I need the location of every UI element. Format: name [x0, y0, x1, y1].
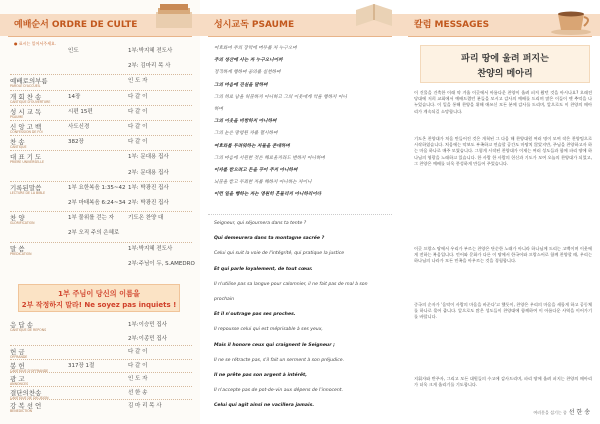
- coffee-cup-icon: [546, 2, 596, 36]
- psalm-line-korean: 그의 마음에 서원한 것은 해로울지라도 변하지 아니하며: [214, 155, 325, 161]
- notice-line-1: 1부 주님이 당신의 이름을: [58, 289, 140, 298]
- psalm-line-korean: 그의 이웃을 비방하지 아니하며: [214, 119, 277, 125]
- order-label: 개 회 찬 송: [10, 92, 42, 101]
- order-leader: 1부:박지혜 전도사: [128, 245, 173, 252]
- order-leader: 1부: 박광진 집사: [128, 184, 169, 191]
- order-detail: 2부 마태복음 6:24~34: [68, 200, 126, 206]
- row-divider: [10, 386, 192, 387]
- message-title-header: 칼럼 MESSAGES: [414, 20, 490, 30]
- order-leader: 다 같 이: [128, 93, 148, 100]
- order-label-fr: CONFESSION DE FOI: [10, 130, 43, 134]
- order-title: 예배순서 ORDRE DE CULTE: [14, 20, 138, 30]
- psalm-line-french: Mais il honore ceux qui craignent le Seigneur ;: [214, 342, 335, 348]
- order-detail: 317장 1절: [68, 362, 95, 369]
- order-detail: 1부 물위를 걷는 자: [68, 215, 114, 222]
- order-leader: 기도온 찬양 대: [128, 215, 164, 222]
- order-leader: 김 마 리 목 사: [128, 403, 162, 409]
- book-icon: [352, 2, 396, 32]
- order-detail: 14장: [68, 93, 81, 100]
- order-leader: 다 같 이: [128, 124, 148, 130]
- psalm-line-french: Il repousse celui qui est méprisable à ses yeux,: [214, 327, 323, 333]
- order-label: 찬 양: [10, 214, 25, 223]
- order-row: [10, 259, 194, 274]
- order-leader: 선 한 송: [128, 389, 148, 396]
- stand-up-note: ● 표시는 일어서주세요.: [14, 41, 57, 46]
- order-leader: 다 같 이: [128, 362, 148, 369]
- order-label: 응 답 송: [10, 321, 33, 329]
- row-divider: [10, 120, 192, 121]
- order-detail: 1부 요한복음 1:35~42: [68, 184, 126, 191]
- psalm-line-french: Seigneur, qui séjournera dans ta tente ?: [214, 221, 307, 226]
- row-divider: [10, 242, 192, 243]
- message-paragraph: 지휘자와 반주자, 그리고 모든 대원들의 수고에 감사드리며, 파리 땅에 울려 퍼지는 찬양의 메아리가 더욱 크게 울리기를 기도합니다.: [414, 376, 592, 388]
- psalm-line-french: Il ne prête pas son argent à intérêt,: [214, 373, 307, 378]
- order-leader: 2부:주님이 두, S.AMEDRO: [128, 260, 195, 267]
- message-paragraph: 이곳 프랑스 땅에서 우리가 부르는 찬양은 단순한 노래가 아니라 하나님께 드리는 고백이며 이웃에게 전하는 복음입니다. 언어와 문화가 다른 이 땅에서 한국어와 프랑스어로 함께 찬양할 때, 우리는 하나님의 나라가 모든 민족을 아우르는 것을 경험합니다.: [414, 246, 592, 264]
- order-row: [10, 213, 194, 228]
- psalm-line-french: Et il n'outrage pas ses proches.: [214, 312, 296, 318]
- order-label: 말 씀: [10, 244, 25, 253]
- psalm-line-french: Celui qui agit ainsi ne vacillera jamais.: [214, 403, 315, 409]
- row-divider: [10, 345, 192, 346]
- order-detail: 382장: [68, 139, 84, 146]
- order-detail: 시편 15편: [68, 108, 93, 115]
- row-divider: [10, 399, 192, 400]
- psalm-line-korean: 뇌물을 받고 무죄한 자를 해하지 아니하는 자이니: [214, 180, 312, 186]
- psalm-line-french: Qui demeurera dans ta montagne sacrée ?: [214, 236, 325, 242]
- order-label-fr: GLORIFICATION: [10, 221, 35, 226]
- order-label: 예배로의부름: [10, 77, 48, 86]
- psalm-title: 성시교독 PSAUME: [214, 20, 295, 30]
- header-divider: [8, 36, 192, 37]
- order-label: 찬 송: [10, 138, 25, 147]
- order-label: 신 앙 고 백: [10, 123, 42, 131]
- psalm-line-korean: 하며: [214, 107, 223, 112]
- order-header: [0, 0, 200, 40]
- psalm-header: [200, 0, 400, 40]
- order-row: [10, 183, 194, 198]
- message-title-box: [420, 45, 590, 83]
- psalm-line-korean: 정직하게 행하며 공의를 실천하며: [214, 70, 281, 76]
- row-divider: [10, 135, 192, 136]
- order-row: [10, 244, 194, 259]
- order-label-fr: CANTIQUE D'OFFRANDE: [10, 368, 49, 373]
- message-title-line-2: 찬양의 메아리: [477, 69, 533, 79]
- order-label: 헌 금: [10, 348, 25, 356]
- order-leader: 인 도 자: [128, 78, 148, 85]
- order-label-fr: LECTURE DE LA BIBLE: [10, 190, 46, 195]
- psalm-line-korean: 그의 눈은 망령된 자를 멸시하며: [214, 131, 278, 137]
- message-header: [400, 0, 600, 40]
- order-label-fr: CANTIQUE DE DECISION: [10, 395, 49, 400]
- order-leader: 2부: 김마리 목 사: [128, 63, 171, 70]
- order-leader: 1부:박지혜 전도사: [128, 48, 173, 54]
- row-divider: [10, 90, 192, 91]
- order-detail: 2부 오직 주의 은혜로: [68, 230, 120, 237]
- order-label-fr: CANTIQUE D'OUVERTURE: [10, 99, 51, 104]
- order-label: 성 시 교 독: [10, 107, 42, 116]
- signature: [533, 407, 590, 416]
- psalm-line-french: Celui qui suit la voie de l'intégrité, qui pratique la justice: [214, 251, 345, 257]
- order-row: [10, 152, 194, 167]
- order-label: 봉 헌: [10, 361, 25, 370]
- order-leader: 2부: 문대용 집사: [128, 169, 169, 176]
- row-divider: [10, 150, 192, 151]
- order-label-fr: CANTIQUE DE REPONS: [10, 328, 47, 332]
- message-paragraph: 중국의 순자가 '음악이 사람의 마음을 바꾼다'고 했듯이, 찬양은 우리의 마음을 새롭게 하고 공동체를 하나로 묶어 줍니다. 앞으로도 많은 성도들이 찬양대에 함께하여 이 아름다운 사역을 이어가기를 바랍니다.: [414, 302, 592, 320]
- order-leader: 다 같 이: [128, 139, 148, 146]
- row-divider: [10, 181, 192, 182]
- order-label-fr: BENEDICTION: [10, 409, 32, 413]
- order-label-fr: PSAUME: [10, 114, 24, 119]
- order-of-service-column: [0, 0, 200, 424]
- psalm-line-korean: 주의 성산에 사는 자 누구오니이까: [214, 58, 283, 64]
- psalm-line-french: Il n'utilise pas sa langue pour calomnier, il ne fait pas de mal à son: [214, 281, 368, 287]
- psalm-column: [200, 0, 400, 424]
- notice-line-2: 2부 작정하지 말라! Ne soyez pas inquiets !: [21, 301, 177, 309]
- order-detail: 인도: [68, 48, 79, 54]
- message-title-line-1: 파리 땅에 울려 퍼지는: [461, 54, 549, 64]
- psalm-line-korean: 이런 일을 행하는 자는 영원히 흔들리지 아니하리이다: [214, 192, 322, 198]
- psalm-line-french: Et qui parle loyalement, de tout cœur.: [214, 266, 313, 272]
- order-leader: 인 도 자: [128, 376, 148, 382]
- row-divider: [10, 211, 192, 212]
- order-label: 결단의찬송: [10, 388, 42, 397]
- order-leader: 1부: 문대용 집사: [128, 154, 169, 161]
- psalm-line-korean: 그의 혀로 남을 허물하지 아니하고 그의 이웃에게 악을 행하지 아니: [214, 94, 347, 100]
- order-leader: 1부:이승민 집사: [128, 322, 167, 328]
- header-divider: [208, 36, 392, 37]
- book-icon: [152, 2, 196, 32]
- signature-caption: 여러분을 섬기는 종: [533, 410, 567, 415]
- psalm-line-french: Il ne se rétracte pas, s'il fait un serment à son préjudice.: [214, 357, 345, 363]
- order-leader: 2부: 박광진 집사: [128, 200, 169, 206]
- order-detail: 사도신경: [68, 124, 90, 130]
- order-label: 대 표 기 도: [10, 153, 42, 162]
- row-divider: [10, 105, 192, 106]
- order-label: 광 고: [10, 375, 25, 383]
- psalm-line-korean: 이자를 받으려고 돈을 꾸어 주지 아니하며: [214, 168, 298, 173]
- psalm-line-korean: 그의 마음에 진실을 말하며: [214, 82, 268, 88]
- order-leader: 다 같 이: [128, 349, 148, 355]
- row-divider: [10, 359, 192, 360]
- signature-name: 선 한 송: [568, 409, 590, 416]
- order-leader: 다 같 이: [128, 108, 148, 115]
- order-label: 기록된말씀: [10, 183, 42, 192]
- message-paragraph: 기도온 찬양대가 처음 만들어진 것은 개척된 그 다음 해 찬양대원 여러 명이 모여 작은 찬양팀으로 시작하였습니다. 처음에는 악보도 부족하고 연습할 공간도 마땅치 않았지만, 주님을 찬양하고자 하는 마음 하나로 매주 모였습니다. 그렇게 시작된 찬양대가 이제는 여러 성도들과 함께 파리 땅에 하나님의 영광을 노래하고 있습니다. 한 사람 한 사람의 헌신과 기도가 모여 오늘의 찬양대가 되었고, 그 찬양은 예배를 더욱 풍성하게 만들어 주었습니다.: [414, 136, 592, 166]
- order-label-fr: ANNONCES: [10, 382, 29, 386]
- order-label-fr: CANTIQUE: [10, 145, 27, 150]
- psalm-line-korean: 여호와여 주의 장막에 머무를 자 누구오며: [214, 46, 297, 51]
- header-divider: [408, 36, 592, 37]
- psalm-separator: [208, 214, 392, 215]
- order-label-fr: PAROLE D'ACCUEIL: [10, 84, 41, 89]
- order-label-fr: OFFRANDE: [10, 355, 28, 359]
- message-paragraph: 이 건물을 건축한 이래 약 겨울 이곳에서 아름다운 찬양이 울려 퍼져 왔던 것을 아시나요? 오래전 당대에 저희 교회에서 예배드렸던 분들을 모시고 감사의 예배를 드리며 많은 이들이 옛 추억을 나누었습니다. 이 일을 통해 찬양을 위해 애쓰신 모든 분께 감사를 드리며, 앞으로도 이 찬양의 메아리가 계속되길 소망합니다.: [414, 90, 592, 114]
- notice-box: [18, 284, 180, 312]
- psalm-line-french: prochain: [214, 297, 235, 302]
- row-divider: [10, 372, 192, 373]
- psalm-line-korean: 여호와를 두려워하는 자들을 존대하며: [214, 143, 290, 149]
- order-label-fr: PREDICATION: [10, 251, 32, 256]
- order-row: [10, 401, 194, 415]
- row-divider: [10, 74, 192, 75]
- psalm-line-french: Il n'accepte pas de pot-de-vin aux dépens de l'innocent.: [214, 388, 344, 394]
- order-row: [10, 320, 194, 334]
- order-label: 강 복 선 언: [10, 402, 42, 410]
- order-row: [10, 46, 194, 61]
- message-column: [400, 0, 600, 424]
- order-leader: 2부:이종민 집사: [128, 335, 167, 342]
- order-label-fr: PRIERE UNIVERSELLE: [10, 160, 45, 165]
